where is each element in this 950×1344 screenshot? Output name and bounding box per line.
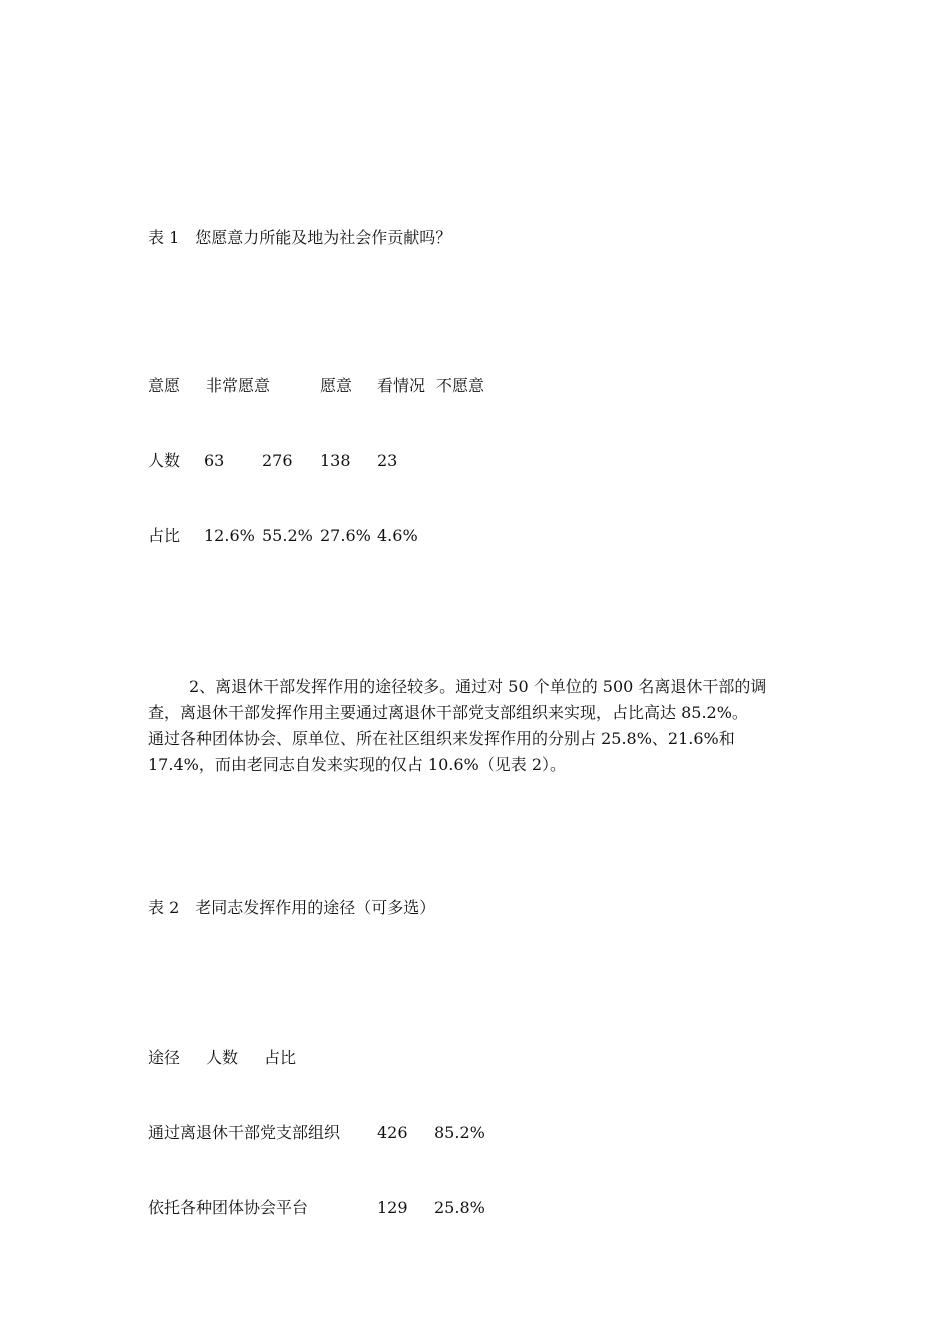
- table1-row-label: 人数: [148, 451, 181, 470]
- table2-header-cell: 人数: [206, 1048, 239, 1067]
- table1-header-cell: 看情况: [377, 376, 426, 395]
- table1-cell: 276: [262, 451, 293, 470]
- table1-header-cell: 意愿: [148, 376, 181, 395]
- table1-header-cell: 不愿意: [436, 376, 485, 395]
- body-paragraph: [148, 674, 808, 778]
- table2-cell: 426: [377, 1123, 408, 1142]
- table2-header-cell: 占比: [264, 1048, 297, 1067]
- table1-cell: 4.6%: [377, 526, 418, 545]
- table2-row-label: 通过离退休干部党支部组织: [148, 1123, 341, 1142]
- table2-row-label: 依托各种团体协会平台: [148, 1198, 309, 1217]
- table1-caption: 表 1 您愿意力所能及地为社会作贡献吗？: [148, 228, 452, 247]
- paragraph-line: 查，离退休干部发挥作用主要通过离退休干部党支部组织来实现，占比高达 85.2%。: [148, 703, 748, 722]
- table1-cell: 27.6%: [320, 526, 371, 545]
- table2-header-cell: 途径: [148, 1048, 181, 1067]
- paragraph-line: 2、离退休干部发挥作用的途径较多。通过对 50 个单位的 500 名离退休干部的调: [189, 677, 767, 696]
- table1-header-cell: 非常愿意: [206, 376, 271, 395]
- table1-cell: 138: [320, 451, 351, 470]
- table1-row-label: 占比: [148, 526, 181, 545]
- table1-cell: 12.6%: [204, 526, 255, 545]
- table1-cell: 55.2%: [262, 526, 313, 545]
- table1-cell: 23: [377, 451, 398, 470]
- table2-cell: 25.8%: [434, 1198, 485, 1217]
- paragraph-line: 通过各种团体协会、原单位、所在社区组织来发挥作用的分别占 25.8%、21.6%和: [148, 729, 735, 748]
- table2-cell: 85.2%: [434, 1123, 485, 1142]
- table1-header-cell: 愿意: [320, 376, 353, 395]
- table2-cell: 129: [377, 1198, 408, 1217]
- table2-caption: 表 2 老同志发挥作用的途径（可多选）: [148, 898, 436, 917]
- table1-cell: 63: [204, 451, 225, 470]
- paragraph-line: 17.4%，而由老同志自发来实现的仅占 10.6%（见表 2）。: [148, 755, 567, 774]
